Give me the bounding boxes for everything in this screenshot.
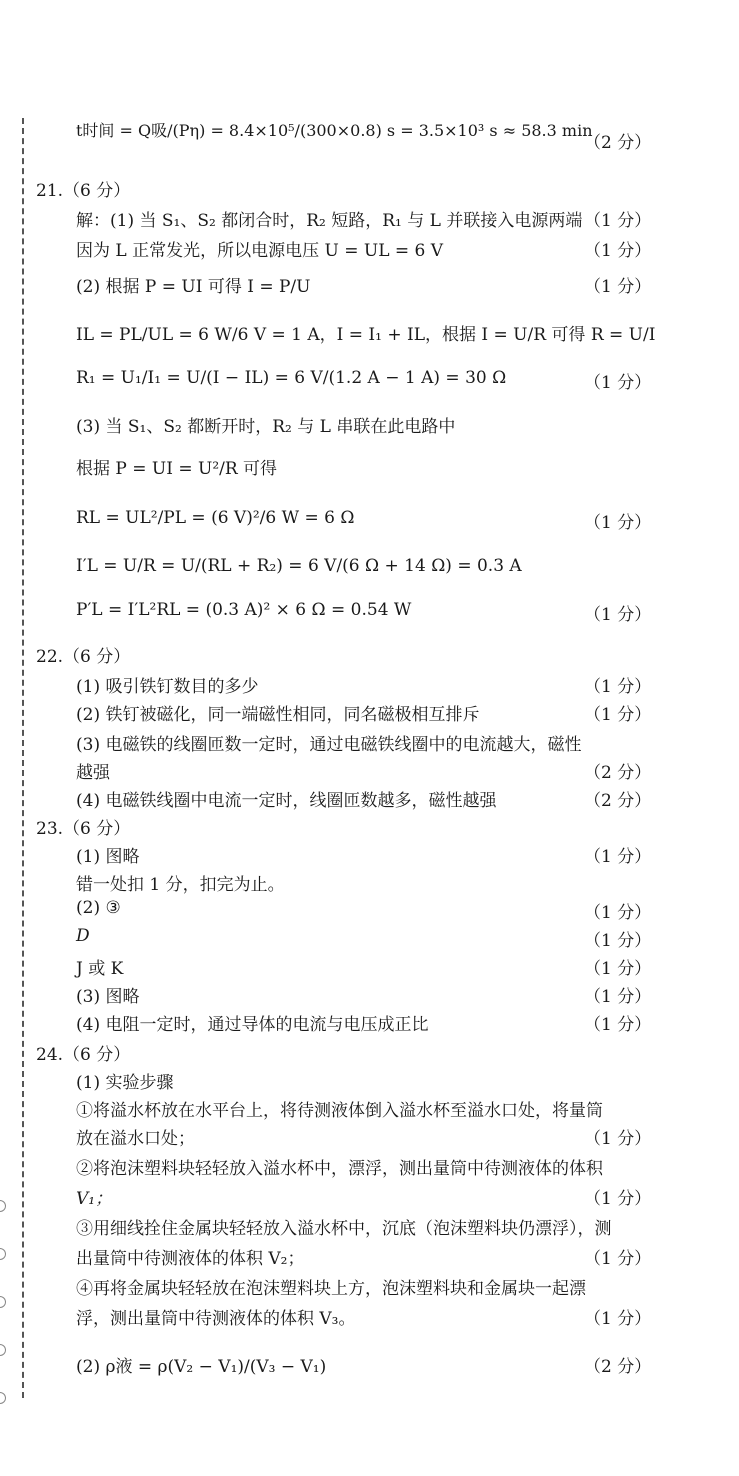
q22-line-text: 越强 — [76, 763, 110, 783]
q23-line-text: (4) 电阻一定时，通过导体的电流与电压成正比 — [76, 1015, 429, 1035]
q23-line-score: （1 分） — [584, 1015, 652, 1035]
q23-line-score: （1 分） — [584, 847, 652, 867]
q24-line-text: (2) ρ液 = ρ(V₂ − V₁)/(V₃ − V₁) — [76, 1357, 327, 1377]
binding-hole — [0, 1248, 6, 1260]
q22-line-score: （1 分） — [584, 677, 652, 697]
q24-line-text: ③用细线拴住金属块轻轻放入溢水杯中，沉底（泡沫塑料块仍漂浮），测 — [76, 1219, 612, 1239]
q24-line-text: 浮，测出量筒中待测液体的体积 V₃。 — [76, 1309, 356, 1329]
q23-line-text: (1) 图略 — [76, 847, 140, 867]
binding-hole — [0, 1296, 6, 1308]
q23-line-score: （1 分） — [584, 903, 652, 923]
q21-line-text: P′L = I′L²RL = (0.3 A)² × 6 Ω = 0.54 W — [76, 600, 412, 620]
q22-line-text: (1) 吸引铁钉数目的多少 — [76, 677, 259, 697]
q21-line-text: 解：(1) 当 S₁、S₂ 都闭合时，R₂ 短路，R₁ 与 L 并联接入电源两端 — [76, 211, 583, 231]
q23-line-score: （1 分） — [584, 959, 652, 979]
q24-line-score: （1 分） — [584, 1249, 652, 1269]
q24-line-text: (1) 实验步骤 — [76, 1073, 174, 1093]
q24-line-score: （2 分） — [584, 1357, 652, 1377]
q20-score: （2 分） — [584, 133, 652, 153]
q21-line-text: 因为 L 正常发光，所以电源电压 U = UL = 6 V — [76, 241, 444, 261]
q23-line-score: （1 分） — [584, 931, 652, 951]
q23-line-text: J 或 K — [76, 959, 124, 979]
q23-line-text: D — [76, 926, 90, 946]
q24-line-text: ②将泡沫塑料块轻轻放入溢水杯中，漂浮，测出量筒中待测液体的体积 — [76, 1159, 603, 1179]
q21-line-score: （1 分） — [584, 373, 652, 393]
q23-line-text: 错一处扣 1 分，扣完为止。 — [76, 875, 285, 895]
q23-line-text: (3) 图略 — [76, 987, 140, 1007]
q22-line-text: (2) 铁钉被磁化，同一端磁性相同，同名磁极相互排斥 — [76, 705, 480, 725]
q22-line-text: (4) 电磁铁线圈中电流一定时，线圈匝数越多，磁性越强 — [76, 791, 497, 811]
binding-hole — [0, 1344, 6, 1356]
q21-line-score: （1 分） — [584, 605, 652, 625]
q24-line-score: （1 分） — [584, 1309, 652, 1329]
q20-formula: t时间 = Q吸/(Pη) = 8.4×10⁵/(300×0.8) s = 3.5×10³ s ≈ 58.3 min — [76, 121, 593, 140]
q21-line-text: I′L = U/R = U/(RL + R₂) = 6 V/(6 Ω + 14 Ω) = 0.3 A — [76, 556, 522, 576]
q23-line-text: (2) ③ — [76, 898, 121, 918]
q21-line-score: （1 分） — [584, 241, 652, 261]
q24-line-text: V₁； — [76, 1189, 113, 1209]
q21-line-text: 根据 P = UI = U²/R 可得 — [76, 459, 278, 479]
q21-line-text: (2) 根据 P = UI 可得 I = P/U — [76, 277, 311, 297]
q22-line-score: （1 分） — [584, 705, 652, 725]
binding-hole — [0, 1392, 6, 1404]
q21-line-score: （1 分） — [584, 277, 652, 297]
q22-line-text: (3) 电磁铁的线圈匝数一定时，通过电磁铁线圈中的电流越大，磁性 — [76, 735, 582, 755]
q24-line-text: ④再将金属块轻轻放在泡沫塑料块上方，泡沫塑料块和金属块一起漂 — [76, 1279, 586, 1299]
q23-header: 23.（6 分） — [36, 819, 131, 839]
q24-header: 24.（6 分） — [36, 1045, 131, 1065]
cut-line-dashed — [22, 118, 24, 1398]
binding-hole — [0, 1200, 6, 1212]
q22-header: 22.（6 分） — [36, 647, 131, 667]
q22-line-score: （2 分） — [584, 791, 652, 811]
q24-line-score: （1 分） — [584, 1129, 652, 1149]
q24-line-text: 放在溢水口处； — [76, 1129, 195, 1149]
q21-line-text: IL = PL/UL = 6 W/6 V = 1 A，I = I₁ + IL，根据 I = U/R 可得 R = U/I — [76, 325, 656, 345]
q23-line-score: （1 分） — [584, 987, 652, 1007]
q22-line-score: （2 分） — [584, 763, 652, 783]
binding-holes — [0, 1200, 6, 1440]
q24-line-score: （1 分） — [584, 1189, 652, 1209]
q21-line-text: RL = UL²/PL = (6 V)²/6 W = 6 Ω — [76, 508, 355, 528]
q24-line-text: ①将溢水杯放在水平台上，将待测液体倒入溢水杯至溢水口处，将量筒 — [76, 1101, 603, 1121]
q21-line-score: （1 分） — [584, 211, 652, 231]
q21-line-text: (3) 当 S₁、S₂ 都断开时，R₂ 与 L 串联在此电路中 — [76, 417, 456, 437]
q24-line-text: 出量筒中待测液体的体积 V₂； — [76, 1249, 305, 1269]
q21-header: 21.（6 分） — [36, 181, 131, 201]
q21-line-text: R₁ = U₁/I₁ = U/(I − IL) = 6 V/(1.2 A − 1 A) = 30 Ω — [76, 368, 507, 388]
q21-line-score: （1 分） — [584, 513, 652, 533]
